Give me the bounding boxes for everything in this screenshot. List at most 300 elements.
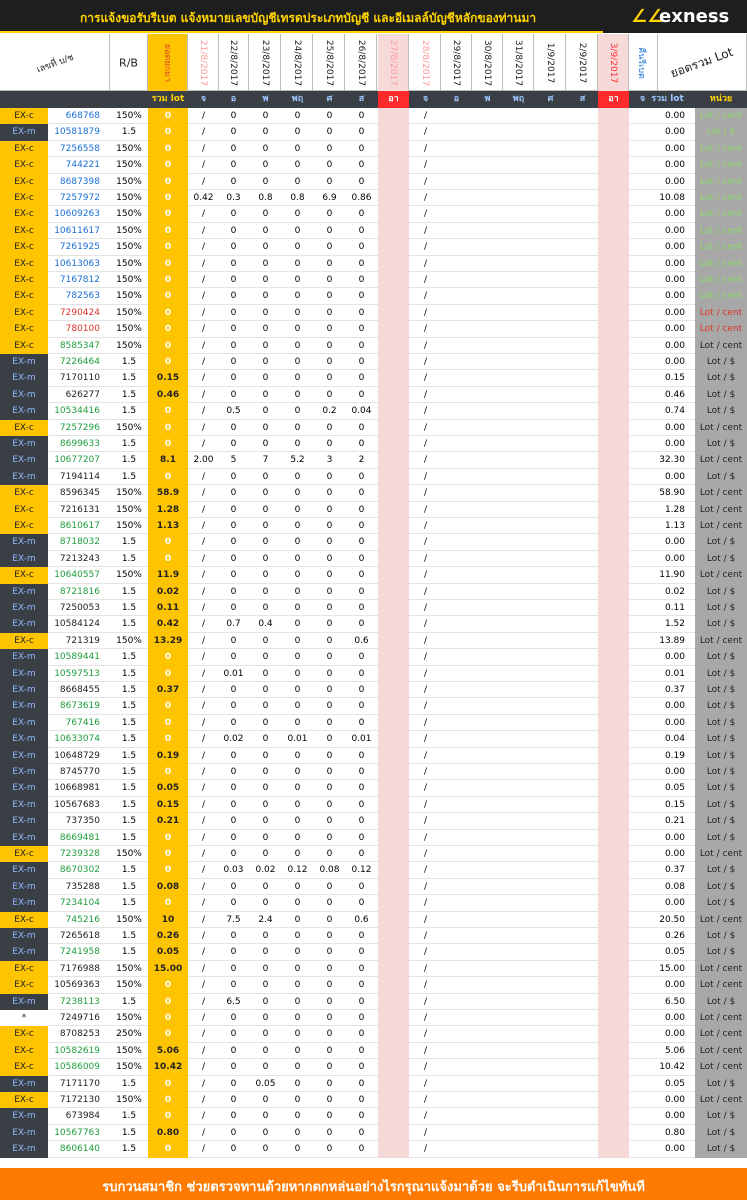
table-row[interactable] <box>0 256 747 272</box>
account-number[interactable]: 7249716 <box>59 1013 100 1023</box>
account-number[interactable]: 10668981 <box>54 783 100 794</box>
late-day-value: / <box>423 471 428 482</box>
account-number[interactable]: 7171170 <box>59 1078 100 1089</box>
account-number[interactable]: 8708253 <box>59 1029 100 1040</box>
table-row[interactable] <box>0 830 747 846</box>
account-number[interactable]: 7265618 <box>59 931 100 941</box>
table-row[interactable] <box>0 174 747 190</box>
table-row[interactable] <box>0 485 747 501</box>
account-number[interactable]: 10640557 <box>54 570 100 581</box>
account-number[interactable]: 7176988 <box>59 963 100 974</box>
unit-label: Lot / cent <box>695 338 747 354</box>
late-day-value: / <box>423 553 428 564</box>
total-lot: 0.00 <box>664 832 685 843</box>
table-row[interactable] <box>0 616 747 632</box>
day-value: 0 <box>294 947 301 958</box>
rebate-rate: 150% <box>116 1045 142 1056</box>
late-day-value: / <box>423 1127 428 1138</box>
account-number[interactable]: 10648729 <box>54 750 100 761</box>
account-type: EX-m <box>0 830 48 846</box>
day-value: 0 <box>294 307 301 318</box>
account-number[interactable]: 7261925 <box>59 242 100 253</box>
table-row[interactable] <box>0 977 747 993</box>
table-row[interactable] <box>0 157 747 173</box>
table-row[interactable] <box>0 239 747 255</box>
carry-lot: 0 <box>148 239 188 255</box>
header-rb-label: R/B <box>119 56 138 69</box>
table-row[interactable] <box>0 912 747 928</box>
day-value: 0 <box>230 357 237 367</box>
day-value: 0 <box>326 619 333 630</box>
day-value: / <box>201 1029 206 1040</box>
table-row[interactable] <box>0 321 747 337</box>
table-row[interactable] <box>0 387 747 403</box>
late-day-value: / <box>423 340 428 351</box>
day-value: 0 <box>262 439 269 449</box>
day-value: 0 <box>358 619 365 630</box>
day-value: 0 <box>358 603 365 613</box>
weekend-shade <box>378 584 409 600</box>
account-number[interactable]: 8718032 <box>59 537 100 548</box>
rebate-rate: 150% <box>116 258 142 269</box>
account-type: EX-m <box>0 436 48 452</box>
account-number[interactable]: 10584124 <box>54 619 100 630</box>
day-value: 0 <box>294 111 301 121</box>
account-type: EX-m <box>0 764 48 780</box>
table-row[interactable] <box>0 649 747 665</box>
day-value: 0.6 <box>354 635 369 646</box>
account-number[interactable]: 7213243 <box>59 553 100 564</box>
table-row[interactable] <box>0 551 747 567</box>
day-value: 0 <box>358 471 365 482</box>
table-row[interactable] <box>0 731 747 747</box>
account-number[interactable]: 782563 <box>65 291 100 302</box>
weekend-shade <box>378 977 409 993</box>
account-number[interactable]: 8596345 <box>59 488 100 499</box>
table-row[interactable] <box>0 124 747 140</box>
table-row[interactable] <box>0 698 747 714</box>
day-value: / <box>201 603 206 613</box>
table-row[interactable] <box>0 1010 747 1026</box>
day-value: 0 <box>262 881 269 892</box>
table-row[interactable] <box>0 420 747 436</box>
table-row[interactable] <box>0 813 747 829</box>
day-value: 0 <box>358 537 365 548</box>
table-row[interactable] <box>0 862 747 878</box>
day-value: 7.5 <box>226 914 241 925</box>
account-type: EX-m <box>0 600 48 616</box>
weekend-shade <box>378 1108 409 1124</box>
table-row[interactable] <box>0 1141 747 1157</box>
carry-lot: 0 <box>148 108 188 124</box>
day-value: 0 <box>326 160 333 171</box>
account-number[interactable]: 10567683 <box>54 799 100 810</box>
table-row[interactable] <box>0 534 747 550</box>
weekend-shade <box>378 502 409 518</box>
day-value: 0 <box>262 849 269 859</box>
table-row[interactable] <box>0 1125 747 1141</box>
account-number[interactable]: 7194114 <box>59 471 100 482</box>
day-value: 0 <box>262 586 269 597</box>
day-value: 0 <box>230 242 237 253</box>
rebate-rate: 150% <box>116 914 142 925</box>
day-value: 0 <box>358 209 365 220</box>
account-number[interactable]: 7257972 <box>59 193 100 203</box>
account-type: EX-m <box>0 354 48 370</box>
weekend-shade <box>598 731 629 747</box>
account-type: EX-m <box>0 682 48 698</box>
late-day-value: / <box>423 225 428 236</box>
day-value: 0.01 <box>351 734 372 745</box>
weekend-shade <box>378 108 409 124</box>
table-row[interactable] <box>0 682 747 698</box>
table-row[interactable] <box>0 452 747 468</box>
day-value: 0 <box>358 324 365 335</box>
sub-day-11: พฤ <box>512 94 525 104</box>
account-number[interactable]: 10569363 <box>54 980 100 991</box>
table-row[interactable] <box>0 748 747 764</box>
day-value: 0 <box>262 652 269 663</box>
table-row[interactable] <box>0 764 747 780</box>
weekend-shade <box>598 1141 629 1157</box>
weekend-shade <box>598 370 629 386</box>
account-number[interactable]: 7238113 <box>59 996 100 1007</box>
carry-lot: 0 <box>148 1108 188 1124</box>
day-value: / <box>201 931 206 941</box>
carry-lot: 0.46 <box>148 387 188 403</box>
account-number[interactable]: 10597513 <box>54 668 100 679</box>
header-date-4 <box>282 34 313 91</box>
day-value: 0 <box>294 406 301 417</box>
late-day-value: / <box>423 652 428 663</box>
account-number[interactable]: 10534416 <box>54 406 100 417</box>
unit-label: Lot / $ <box>695 600 747 616</box>
weekend-shade <box>378 469 409 485</box>
account-number[interactable]: 8673619 <box>59 701 100 712</box>
day-value: 0 <box>294 1078 301 1089</box>
table-row[interactable] <box>0 567 747 583</box>
carry-lot: 0 <box>148 157 188 173</box>
table-row[interactable] <box>0 961 747 977</box>
table-row[interactable] <box>0 1026 747 1042</box>
account-number[interactable]: 7290424 <box>59 307 100 318</box>
account-number[interactable]: 745216 <box>65 914 100 925</box>
account-number[interactable]: 626277 <box>65 389 100 400</box>
table-row[interactable] <box>0 518 747 534</box>
account-number[interactable]: 7172130 <box>59 1095 100 1105</box>
day-value: / <box>201 1013 206 1023</box>
day-value: 0 <box>294 1013 301 1023</box>
account-number[interactable]: 10586009 <box>54 1062 100 1073</box>
table-row[interactable] <box>0 206 747 222</box>
header-date-8-label: 28/8/2017 <box>420 39 430 86</box>
day-value: 0 <box>262 980 269 991</box>
carry-lot: 11.9 <box>148 567 188 583</box>
total-lot: 0.00 <box>664 553 685 564</box>
account-number[interactable]: 7239328 <box>59 849 100 859</box>
late-day-value: / <box>423 717 428 728</box>
table-row[interactable] <box>0 288 747 304</box>
table-row[interactable] <box>0 846 747 862</box>
table-row[interactable] <box>0 403 747 419</box>
day-value: 0 <box>326 553 333 564</box>
brand-name: exness <box>659 6 730 27</box>
day-value: 0 <box>230 586 237 597</box>
rebate-rate: 1.5 <box>121 373 137 384</box>
day-value: 0 <box>294 685 301 695</box>
table-row[interactable] <box>0 797 747 813</box>
weekend-shade <box>598 780 629 796</box>
total-lot: 0.19 <box>664 750 685 761</box>
late-day-value: / <box>423 767 428 777</box>
day-value: 5 <box>230 455 237 466</box>
table-row[interactable] <box>0 1076 747 1092</box>
rebate-rate: 1.5 <box>121 734 137 745</box>
account-number[interactable]: 8687398 <box>59 176 100 187</box>
day-value: 0 <box>262 275 269 285</box>
table-row[interactable] <box>0 436 747 452</box>
day-value: 0 <box>230 1111 237 1122</box>
table-row[interactable] <box>0 354 747 370</box>
account-number[interactable]: 10633074 <box>54 734 100 745</box>
account-number[interactable]: 7226464 <box>59 357 100 367</box>
account-number[interactable]: 8721816 <box>59 586 100 597</box>
table-row[interactable] <box>0 1092 747 1108</box>
account-number[interactable]: 10581879 <box>54 127 100 138</box>
account-number[interactable]: 10567763 <box>54 1127 100 1138</box>
rebate-rate: 150% <box>116 963 142 974</box>
account-number[interactable]: 10582619 <box>54 1045 100 1056</box>
late-day-value: / <box>423 586 428 597</box>
unit-label: Lot / cent <box>695 174 747 190</box>
day-value: 0 <box>262 291 269 302</box>
account-type: EX-m <box>0 403 48 419</box>
day-value: 0 <box>358 1144 365 1155</box>
day-value: 0 <box>294 389 301 400</box>
day-value: 0 <box>358 832 365 843</box>
day-value: 0 <box>294 799 301 810</box>
day-value: 0 <box>294 225 301 236</box>
account-number[interactable]: 7241958 <box>59 947 100 958</box>
account-number[interactable]: 735288 <box>65 881 100 892</box>
table-row[interactable] <box>0 1043 747 1059</box>
day-value: 0 <box>294 767 301 777</box>
account-number[interactable]: 7167812 <box>59 275 100 285</box>
account-number[interactable]: 10613063 <box>54 258 100 269</box>
table-row[interactable] <box>0 305 747 321</box>
late-day-value: / <box>423 849 428 859</box>
table-row[interactable] <box>0 895 747 911</box>
table-row[interactable] <box>0 370 747 386</box>
table-row[interactable] <box>0 272 747 288</box>
table-row[interactable] <box>0 223 747 239</box>
account-number[interactable]: 10609263 <box>54 209 100 220</box>
table-row[interactable] <box>0 1108 747 1124</box>
account-number[interactable]: 668768 <box>65 111 100 121</box>
day-value: 0 <box>294 881 301 892</box>
unit-label: Lot / cent <box>695 977 747 993</box>
day-value: 0 <box>262 734 269 745</box>
unit-label: Lot / $ <box>695 698 747 714</box>
late-day-value: / <box>423 209 428 220</box>
table-row[interactable] <box>0 715 747 731</box>
account-number[interactable]: 10677207 <box>54 455 100 466</box>
carry-lot: 0.15 <box>148 797 188 813</box>
table-row[interactable] <box>0 502 747 518</box>
account-number[interactable]: 8606140 <box>59 1144 100 1155</box>
table-row[interactable] <box>0 584 747 600</box>
late-day-value: / <box>423 816 428 827</box>
day-value: 0 <box>326 537 333 548</box>
day-value: 0 <box>230 176 237 187</box>
late-day-value: / <box>423 422 428 433</box>
day-value: / <box>201 750 206 761</box>
table-row[interactable] <box>0 108 747 124</box>
account-number[interactable]: 7216131 <box>59 504 100 515</box>
weekend-shade <box>378 534 409 550</box>
account-number[interactable]: 8745770 <box>59 767 100 777</box>
weekend-shade <box>598 338 629 354</box>
table-row[interactable] <box>0 780 747 796</box>
account-number[interactable]: 8669481 <box>59 832 100 843</box>
weekend-shade <box>598 879 629 895</box>
account-type: EX-m <box>0 370 48 386</box>
unit-label: Lot / $ <box>695 354 747 370</box>
unit-label: Lot / $ <box>695 928 747 944</box>
late-day-value: / <box>423 865 428 876</box>
account-number[interactable]: 8668455 <box>59 685 100 695</box>
day-value: 0 <box>358 1062 365 1073</box>
day-value: / <box>201 176 206 187</box>
weekend-shade <box>378 1026 409 1042</box>
day-value: / <box>201 111 206 121</box>
day-value: 0 <box>294 849 301 859</box>
total-lot: 0.08 <box>664 881 685 892</box>
total-lot: 0.00 <box>664 307 685 318</box>
account-number[interactable]: 8670302 <box>59 865 100 876</box>
table-row[interactable] <box>0 600 747 616</box>
unit-label: Lot / cent <box>695 420 747 436</box>
weekend-shade <box>598 272 629 288</box>
unit-label: Lot / $ <box>695 780 747 796</box>
account-number[interactable]: 8585347 <box>59 340 100 351</box>
account-number[interactable]: 7256558 <box>59 143 100 154</box>
account-number[interactable]: 737350 <box>65 816 100 827</box>
day-value: 0 <box>230 931 237 941</box>
table-row[interactable] <box>0 928 747 944</box>
page-title: การแจ้งขอรับรีเบต แจ้งหมายเลขบัญชีเทรดประเภทบัญชี และอีเมลล์บัญชีหลักของท่านมา <box>80 11 537 25</box>
table-row[interactable] <box>0 1059 747 1075</box>
account-type: EX-m <box>0 1141 48 1157</box>
day-value: 0 <box>326 996 333 1007</box>
rebate-rate: 1.5 <box>121 816 137 827</box>
day-value: 0 <box>358 570 365 581</box>
unit-label: Lot / $ <box>695 649 747 665</box>
exness-mark-icon: ∠∠ <box>631 6 664 27</box>
day-value: 0 <box>358 307 365 318</box>
day-value: 0 <box>358 504 365 515</box>
account-number[interactable]: 7250053 <box>59 603 100 613</box>
late-day-value: / <box>423 685 428 695</box>
table-row[interactable] <box>0 944 747 960</box>
table-row[interactable] <box>0 633 747 649</box>
day-value: 0 <box>294 488 301 499</box>
rebate-rate: 1.5 <box>121 717 137 728</box>
account-number[interactable]: 673984 <box>65 1111 100 1122</box>
account-type: EX-c <box>0 141 48 157</box>
day-value: / <box>201 127 206 138</box>
sub-day-6: ส <box>358 94 365 104</box>
carry-lot: 0 <box>148 534 188 550</box>
account-number[interactable]: 8610617 <box>59 521 100 531</box>
day-value: 0 <box>262 668 269 679</box>
day-value: 0 <box>230 225 237 236</box>
account-number[interactable]: 767416 <box>65 717 100 728</box>
day-value: 0.8 <box>290 193 305 203</box>
weekend-shade <box>378 206 409 222</box>
account-number[interactable]: 7257296 <box>59 422 100 433</box>
day-value: 0 <box>294 439 301 449</box>
carry-lot: 0 <box>148 190 188 206</box>
table-row[interactable] <box>0 879 747 895</box>
account-number[interactable]: 7170110 <box>59 373 100 384</box>
day-value: 0 <box>262 373 269 384</box>
weekend-shade <box>378 1076 409 1092</box>
account-number[interactable]: 7234104 <box>59 898 100 909</box>
day-value: 0 <box>262 996 269 1007</box>
header-date-10 <box>472 34 503 91</box>
account-number[interactable]: 721319 <box>65 635 100 646</box>
day-value: / <box>201 537 206 548</box>
brand-logo <box>603 0 747 33</box>
table-row[interactable] <box>0 994 747 1010</box>
weekend-shade <box>598 321 629 337</box>
account-number[interactable]: 8699633 <box>59 439 100 449</box>
day-value: 0 <box>358 258 365 269</box>
day-value: 0 <box>326 586 333 597</box>
header-date-1-label: 21/8/2017 <box>198 39 208 86</box>
weekend-shade <box>378 223 409 239</box>
table-row[interactable] <box>0 141 747 157</box>
account-number[interactable]: 744221 <box>65 160 100 171</box>
day-value: 0.42 <box>193 193 214 203</box>
rebate-rate: 1.5 <box>121 537 137 548</box>
day-value: 0 <box>262 1062 269 1073</box>
table-row[interactable] <box>0 469 747 485</box>
table-row[interactable] <box>0 666 747 682</box>
carry-lot: 0 <box>148 1026 188 1042</box>
table-row[interactable] <box>0 338 747 354</box>
total-lot: 15.00 <box>659 963 685 974</box>
account-number[interactable]: 10611617 <box>54 225 100 236</box>
table-row[interactable] <box>0 190 747 206</box>
day-value: 0 <box>358 849 365 859</box>
account-number[interactable]: 10589441 <box>54 652 100 663</box>
late-day-value: / <box>423 996 428 1007</box>
weekend-shade <box>598 387 629 403</box>
day-value: / <box>201 357 206 367</box>
day-value: / <box>201 225 206 236</box>
weekend-shade <box>598 1092 629 1108</box>
day-value: 0 <box>358 881 365 892</box>
weekend-shade <box>378 256 409 272</box>
header-date-6-label: 26/8/2017 <box>356 39 366 86</box>
account-number[interactable]: 780100 <box>65 324 100 335</box>
day-value: 0 <box>262 111 269 121</box>
day-value: 0 <box>294 1062 301 1073</box>
carry-lot: 0 <box>148 1141 188 1157</box>
sub-total-label: รวม lot <box>651 94 684 104</box>
